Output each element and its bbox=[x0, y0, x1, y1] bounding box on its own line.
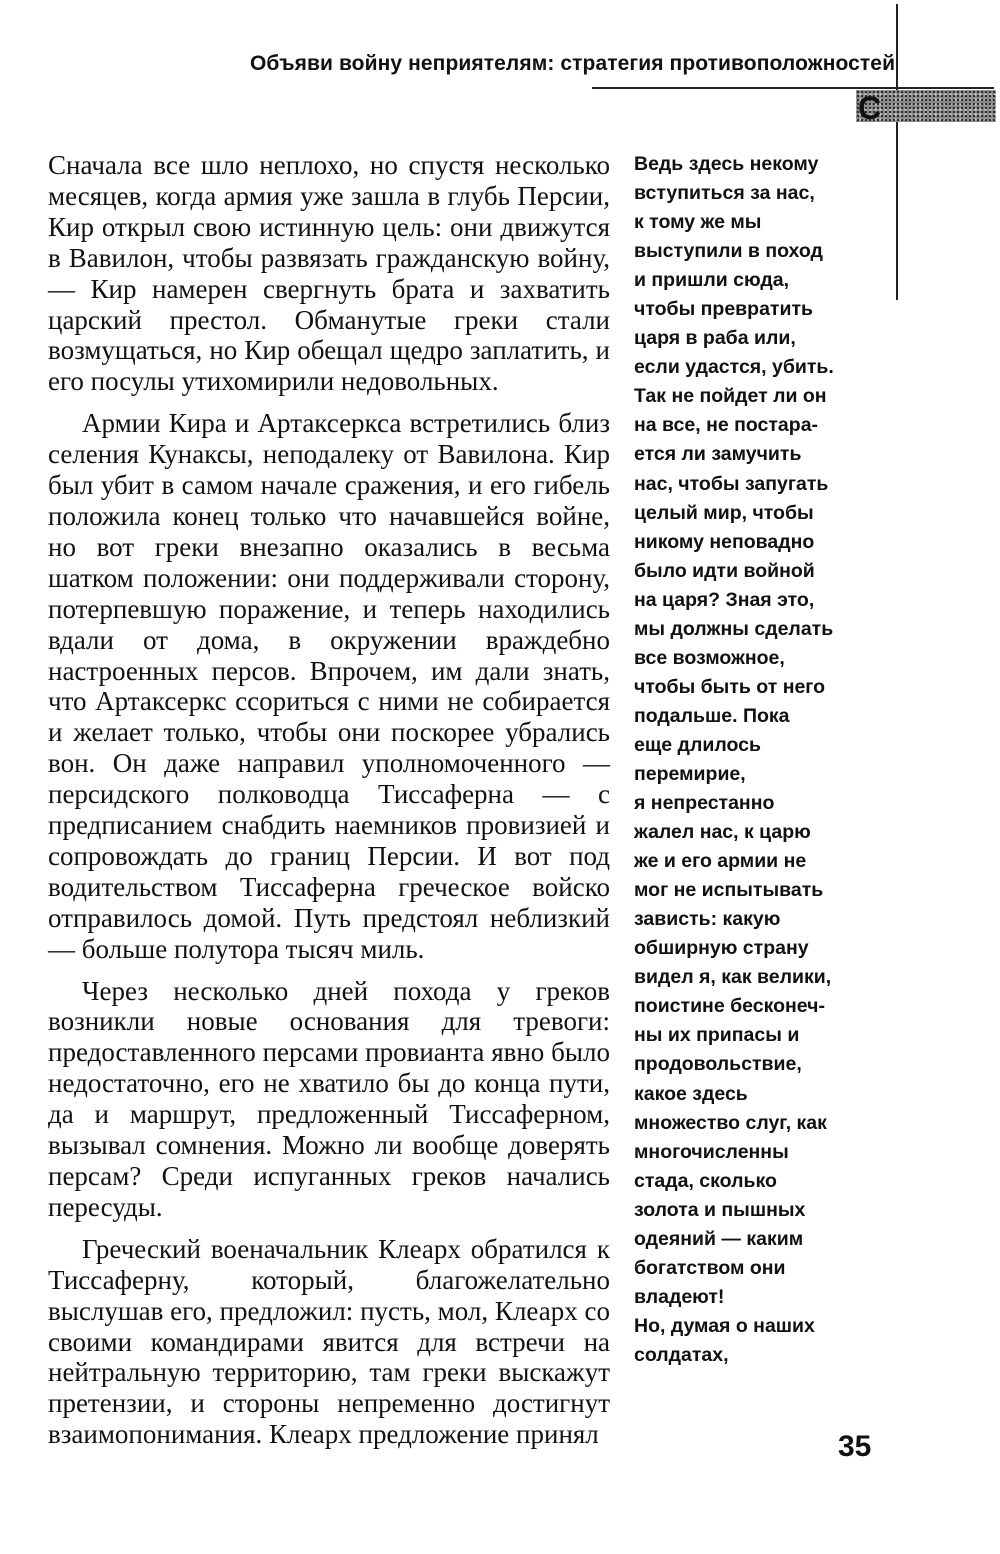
sidebar-quote-line: владеют! bbox=[634, 1285, 725, 1308]
sidebar-quote-line: к тому же мы bbox=[634, 211, 762, 234]
sidebar-quote-line: мог не испытывать bbox=[634, 879, 824, 902]
page-number: 35 bbox=[838, 1430, 872, 1463]
main-text-column bbox=[48, 150, 610, 1461]
sidebar-quote-line: ется ли замучить bbox=[634, 443, 802, 466]
sidebar-quote bbox=[634, 150, 854, 1370]
paragraph: Через несколько дней похода у греков возникли новые основания для тревоги: предоставленного персами провианта явно было недостаточно, его не хватило бы до конца пути, да и маршрут, предложенный Тиссаферном, вызывал сомнения. Можно ли вообще доверять персам? Среди испуганных греков начались пересуды. bbox=[48, 975, 610, 1222]
sidebar-quote-line: ны их припасы и bbox=[634, 1024, 800, 1047]
sidebar-quote-line: богатством они bbox=[634, 1256, 786, 1279]
sidebar-quote-line: и пришли сюда, bbox=[634, 269, 790, 292]
chapter-tab-letter: C bbox=[858, 94, 882, 122]
sidebar-quote-line: чтобы превратить bbox=[634, 298, 813, 321]
margin-vertical-rule bbox=[896, 4, 898, 300]
sidebar-quote-line: многочисленны bbox=[634, 1140, 789, 1163]
sidebar-quote-line: зависть: какую bbox=[634, 908, 781, 931]
sidebar-quote-line: перемирие, bbox=[634, 762, 746, 785]
sidebar-quote-line: никому неповадно bbox=[634, 530, 815, 553]
paragraph: Армии Кира и Артаксеркса встретились близ селения Кунаксы, неподалеку от Вавилона. Кир был убит в самом начале сражения, и его гибель положила конец только что начавшейся войне, но вот греки внезапно оказались в весьма шатком положении: они поддерживали сторону, потерпевшую поражение, и теперь находились вдали от дома, в окружении враждебно настроенных персов. Впрочем, им дали знать, что Артаксеркс ссориться с ними не собирается и желает только, чтобы они поскорее убрались вон. Он даже направил уполномоченного — персидского полководца Тиссаферна — с предписанием снабдить наемников провизией и сопровождать до границ Персии. И вот под водительством Тиссаферна греческое войско отправилось домой. Путь предстоял неблизкий — больше полутора тысяч миль. bbox=[48, 408, 610, 964]
sidebar-quote-line: еще длилось bbox=[634, 733, 761, 756]
paragraph: Сначала все шло неплохо, но спустя несколько месяцев, когда армия уже зашла в глубь Персии, Кир открыл свою истинную цель: они движутся в Вавилон, чтобы развязать гражданскую войну, — Кир намерен свергнуть брата и захватить царский престол. Обманутые греки стали возмущаться, но Кир обещал щедро заплатить, и его посулы утихомирили недовольных. bbox=[48, 150, 610, 397]
sidebar-quote-line: целый мир, чтобы bbox=[634, 501, 814, 524]
sidebar-quote-line: обширную страну bbox=[634, 937, 809, 960]
sidebar-quote-line: видел я, как велики, bbox=[634, 966, 832, 989]
sidebar-quote-line: чтобы быть от него bbox=[634, 675, 826, 698]
sidebar-quote-line: на царя? Зная это, bbox=[634, 588, 815, 611]
paragraph: Греческий военачальник Клеарх обратился к Тиссаферну, который, благожелательно выслушав его, предложил: пусть, мол, Клеарх со своими командирами явится для встречи на нейтральную территорию, там греки выскажут претензии, и стороны непременно достигнут взаимопонимания. Клеарх предложение принял bbox=[48, 1233, 610, 1450]
sidebar-quote-line: подальше. Пока bbox=[634, 704, 790, 727]
running-header: Объяви войну неприятелям: стратегия противоположностей bbox=[250, 52, 896, 75]
sidebar-quote-line: вступиться за нас, bbox=[634, 182, 815, 205]
sidebar-quote-line: если удастся, убить. bbox=[634, 356, 834, 379]
sidebar-quote-line: Так не пойдет ли он bbox=[634, 385, 827, 408]
sidebar-quote-line: поистине бесконеч- bbox=[634, 995, 825, 1018]
sidebar-quote-line: же и его армии не bbox=[634, 850, 807, 873]
sidebar-quote-line: было идти войной bbox=[634, 559, 815, 582]
sidebar-quote-line: солдатах, bbox=[634, 1343, 729, 1366]
header-rule bbox=[592, 87, 994, 89]
sidebar-quote-line: выступили в поход bbox=[634, 240, 823, 263]
sidebar-quote-line: царя в раба или, bbox=[634, 327, 796, 350]
sidebar-quote-line: стада, сколько bbox=[634, 1169, 777, 1192]
sidebar-quote-line: множество слуг, как bbox=[634, 1111, 827, 1134]
sidebar-quote-line: золота и пышных bbox=[634, 1198, 806, 1221]
sidebar-quote-line: Но, думая о наших bbox=[634, 1314, 815, 1337]
sidebar-quote-line: мы должны сделать bbox=[634, 617, 834, 640]
sidebar-quote-line: одеяний — каким bbox=[634, 1227, 804, 1250]
sidebar-quote-line: я непрестанно bbox=[634, 792, 775, 815]
sidebar-quote-line: жалел нас, к царю bbox=[634, 821, 811, 844]
sidebar-quote-line: какое здесь bbox=[634, 1082, 748, 1105]
sidebar-quote-line: продовольствие, bbox=[634, 1053, 802, 1076]
sidebar-quote-line: нас, чтобы запугать bbox=[634, 472, 829, 495]
sidebar-quote-line: на все, не постара- bbox=[634, 414, 819, 437]
sidebar-quote-line: Ведь здесь некому bbox=[634, 153, 819, 175]
sidebar-quote-line: все возможное, bbox=[634, 646, 785, 669]
